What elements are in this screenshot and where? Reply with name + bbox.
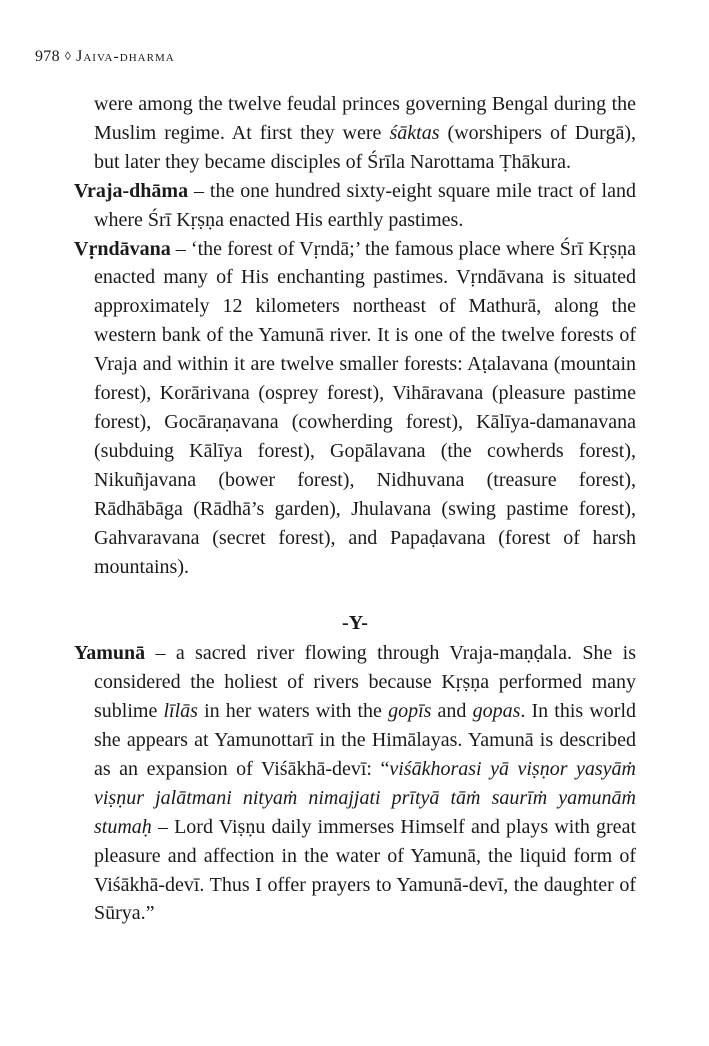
entry-term: Yamunā [74, 642, 146, 665]
entry-definition: in her waters with the [197, 700, 389, 723]
page-header [35, 48, 175, 66]
entry-definition: . In this world she appears at Yamunottarī in the Himālayas. Yamunā is described as an expansion of Viśākhā-devī: “ [94, 700, 636, 780]
entry-definition: – ‘the forest of Vṛndā;’ the famous place where Śrī Kṛṣṇa enacted many of His enchanting pastimes. Vṛndāvana is situated approximately 12 kilometers northeast of Mathurā, along the western bank of the Yamunā river. It is one of the twelve forests of Vraja and within it are twelve smaller forests: Aṭalavana (mountain forest), Korārivana (osprey forest), Vihāravana (pleasure pastime forest), Gocāraṇavana (cowherding forest), Kālīya-damanavana (subduing Kālīya forest), Gopālavana (the cowherds forest), Nikuñjavana (bower forest), Nidhuvana (treasure forest), Rādhābāga (Rādhā’s garden), Jhulavana (swing pastime forest), Gahvaravana (secret forest), and Papaḍavana (forest of harsh mountains). [94, 237, 636, 578]
glossary-entry-yamuna [74, 639, 636, 928]
entry-term: Vṛndāvana [74, 237, 171, 260]
gopis-term: gopīs [388, 700, 432, 723]
entry-definition: – a sacred river flowing through Vraja-maṇḍala. She is considered the holiest of rivers because Kṛṣṇa performed many sublime [94, 642, 636, 723]
book-title: Jaiva-dharma [76, 48, 175, 65]
diamond-separator-icon: ◊ [64, 49, 72, 63]
entry-definition: – the one hundred sixty-eight square mile tract of land where Śrī Kṛṣṇa enacted His earthly pastimes. [94, 179, 636, 231]
glossary-body [74, 90, 636, 928]
section-letter-y: -Y- [342, 612, 368, 635]
continued-entry-text [74, 90, 636, 177]
verse-translation: – Lord Viṣṇu daily immerses Himself and plays with great pleasure and affection in the water of Yamunā, the liquid form of Viśākhā-devī. Thus I offer prayers to Yamunā-devī, the daughter of Sūrya.” [94, 815, 636, 925]
glossary-entry-vrndavana [74, 235, 636, 582]
continued-text-before: were among the twelve feudal princes governing Bengal during the Muslim regime. At first they were [94, 93, 636, 144]
page-number: 978 [35, 48, 60, 65]
lilas-term: līlās [163, 700, 198, 723]
continued-text-after: (worshipers of Durgā), but later they became disciples of Śrīla Narottama Ṭhākura. [94, 121, 636, 173]
glossary-entry-vraja-dhama [74, 177, 636, 235]
gopas-term: gopas [472, 700, 521, 723]
saktas-term: śāktas [389, 121, 440, 144]
entry-term: Vraja-dhāma [74, 179, 189, 202]
sanskrit-verse: viśākhorasi yā viṣṇor yasyāṁ viṣṇur jalātmani nityaṁ nimajjati prītyā tāṁ saurīṁ yamunāṁ stumaḥ [94, 757, 636, 838]
entry-definition: and [431, 700, 473, 723]
